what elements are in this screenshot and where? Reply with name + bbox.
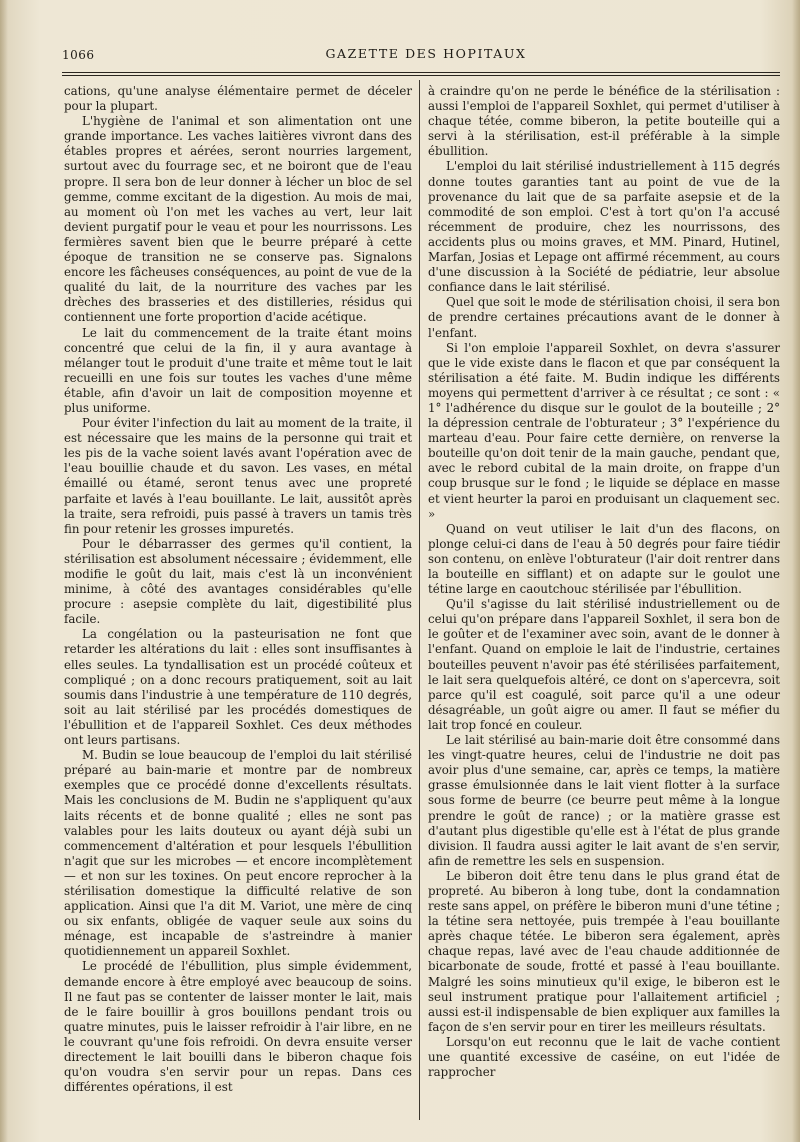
paragraph: Pour le débarrasser des germes qu'il contient, la stérilisation est absolument nécessaire ; évidemment, elle modifie le goût du lait, mais c'est là un inconvénient minime, à côté des avantages considérables qu'elle procure : asepsie complète du lait, digestibilité plus facile. [64,536,412,627]
paragraph: Pour éviter l'infection du lait au moment de la traite, il est nécessaire que les mains de la personne qui trait et les pis de la vache soient lavés avant l'opération avec de l'eau bouillie chaude et du savon. Les vases, en métal émaillé ou étamé, seront tenus avec une propreté parfaite et lavés à l'eau bouillante. Le lait, aussitôt après la traite, sera refroidi, puis passé à travers un tamis très fin pour retenir les grosses impuretés. [64,416,412,536]
paragraph: L'emploi du lait stérilisé industriellement à 115 degrés donne toutes garanties tant au point de vue de la provenance du lait que de sa parfaite asepsie et de la commodité de son emploi. C'est à tort qu'on l'a accusé récemment de produire, chez les nourrissons, des accidents plus ou moins graves, et MM. Pinard, Hutinel, Marfan, Josias et Lepage ont affirmé récemment, au cours d'une discussion à la Société de pédiatrie, leur absolue confiance dans le lait stérilisé. [428,159,780,295]
running-title: GAZETTE DES HOPITAUX [325,46,527,61]
paragraph: Quand on veut utiliser le lait d'un des flacons, on plonge celui-ci dans de l'eau à 50 degrés pour faire tiédir son contenu, on enlève l'obturateur (l'air doit rentrer dans la bouteille en sifflant) et on adapte sur le goulot une tétine large en caoutchouc stérilisée par l'ébullition. [428,521,780,597]
paragraph: cations, qu'une analyse élémentaire permet de déceler pour la plupart. [64,84,412,114]
paragraph: Le biberon doit être tenu dans le plus grand état de propreté. Au biberon à long tube, dont la condamnation reste sans appel, on préfère le biberon muni d'une tétine ; la tétine sera nettoyée, puis trempée à l'eau bouillante après chaque tétée. Le biberon sera également, après chaque repas, lavé avec de l'eau chaude additionnée de bicarbonate de soude, frotté et passé à l'eau bouillante. Malgré les soins minutieux qu'il exige, le biberon est le seul instrument pratique pour l'allaitement artificiel ; aussi est-il indispensable de bien expliquer aux familles la façon de s'en servir pour en tirer les meilleurs résultats. [428,868,780,1034]
page-header [62,46,790,68]
header-rule-bottom [62,75,780,76]
paragraph: à craindre qu'on ne perde le bénéfice de la stérilisation : aussi l'emploi de l'appareil Soxhlet, qui permet d'utiliser à chaque tétée, comme biberon, la petite bouteille qui a servi à la stérilisation, est-il préférable à la simple ébullition. [428,84,780,159]
header-rule-top [62,72,780,73]
paragraph: Quel que soit le mode de stérilisation choisi, il sera bon de prendre certaines précautions avant de le donner à l'enfant. [428,295,780,340]
paragraph: Le procédé de l'ébullition, plus simple évidemment, demande encore à être employé avec beaucoup de soins. Il ne faut pas se contenter de laisser monter le lait, mais de le faire bouillir à gros bouillons pendant trois ou quatre minutes, puis le laisser refroidir à l'air libre, en ne le couvrant qu'une fois refroidi. On devra ensuite verser directement le lait bouilli dans le biberon chaque fois qu'on voudra s'en servir pour un repas. Dans ces différentes opérations, il est [64,959,412,1095]
paragraph: M. Budin se loue beaucoup de l'emploi du lait stérilisé préparé au bain-marie et montre par de nombreux exemples que ce procédé donne d'excellents résultats. Mais les conclusions de M. Budin ne s'appliquent qu'aux laits récents et de bonne qualité ; elles ne sont pas valables pour les laits douteux ou ayant déjà subi un commencement d'altération et pour lesquels l'ébullition n'agit que sur les microbes — et encore incomplètement — et non sur les toxines. On peut encore reprocher à la stérilisation domestique la difficulté relative de son application. Ainsi que l'a dit M. Variot, une mère de cinq ou six enfants, obligée de vaquer seule aux soins du ménage, est incapable de s'astreindre à manier quotidiennement un appareil Soxhlet. [64,748,412,959]
scan-shadow-right [792,0,800,1142]
page-number: 1066 [62,48,95,62]
column-divider [419,80,420,1120]
paragraph: Qu'il s'agisse du lait stérilisé industriellement ou de celui qu'on prépare dans l'appareil Soxhlet, il sera bon de le goûter et de l'examiner avec soin, avant de le donner à l'enfant. Quand on emploie le lait de l'industrie, certaines bouteilles peuvent n'avoir pas été stérilisées parfaitement, le lait sera quelquefois altéré, ce dont on s'apercevra, soit parce qu'il est coagulé, soit parce qu'il a une odeur désagréable, un goût aigre ou amer. Il faut se méfier du lait trop foncé en couleur. [428,597,780,732]
scan-shadow-left [0,0,8,1142]
paragraph: Le lait stérilisé au bain-marie doit être consommé dans les vingt-quatre heures, celui de l'industrie ne doit pas avoir plus d'une semaine, car, après ce temps, la matière grasse émulsionnée dans le lait vient flotter à la surface sous forme de beurre (ce beurre peut même à la longue prendre le goût de rance) ; or la matière grasse est d'autant plus digestible qu'elle est à l'état de plus grande division. Il faudra aussi agiter le lait avant de s'en servir, afin de remettre les sels en suspension. [428,733,780,868]
paragraph: Si l'on emploie l'appareil Soxhlet, on devra s'assurer que le vide existe dans le flacon et que par conséquent la stérilisation a été faite. M. Budin indique les différents moyens qui permettent d'arriver à ce résultat ; ce sont : « 1° l'adhérence du disque sur le goulot de la bouteille ; 2° la dépression centrale de l'obturateur ; 3° l'expérience du marteau d'eau. Pour faire cette dernière, on renverse la bouteille qu'on doit tenir de la main gauche, pendant que, avec le rebord cubital de la main droite, on frappe d'un coup brusque sur le fond ; le liquide se déplace en masse et vient heurter la paroi en produisant un claquement sec. » [428,340,780,521]
paragraph: L'hygiène de l'animal et son alimentation ont une grande importance. Les vaches laitières vivront dans des étables propres et aérées, seront nourries largement, surtout avec du fourrage sec, et ne boiront que de l'eau propre. Il sera bon de leur donner à lécher un bloc de sel gemme, comme excitant de la digestion. Au mois de mai, au moment où l'on met les vaches au vert, leur lait devient purgatif pour le veau et pour les nourrissons. Les fermières savent bien que le beurre préparé à cette époque de transition ne se conserve pas. Signalons encore les fâcheuses conséquences, au point de vue de la qualité du lait, de la nourriture des vaches par les drèches des brasseries et des distilleries, résidus qui contiennent une forte proportion d'acide acétique. [64,114,412,325]
right-column [428,84,780,1080]
paragraph: La congélation ou la pasteurisation ne font que retarder les altérations du lait : elles sont insuffisantes à elles seules. La tyndallisation est un procédé coûteux et compliqué ; on a donc recours pratiquement, soit au lait soumis dans l'industrie à une température de 110 degrés, soit au lait stérilisé par les procédés domestiques de l'ébullition et de l'appareil Soxhlet. Ces deux méthodes ont leurs partisans. [64,627,412,748]
left-column [64,84,412,1095]
paragraph: Le lait du commencement de la traite étant moins concentré que celui de la fin, il y aura avantage à mélanger tout le produit d'une traite et même tout le lait recueilli en une fois sur toutes les vaches d'une même étable, afin d'avoir un lait de composition moyenne et plus uniforme. [64,325,412,415]
paragraph: Lorsqu'on eut reconnu que le lait de vache contient une quantité excessive de caséine, on eut l'idée de rapprocher [428,1034,780,1080]
